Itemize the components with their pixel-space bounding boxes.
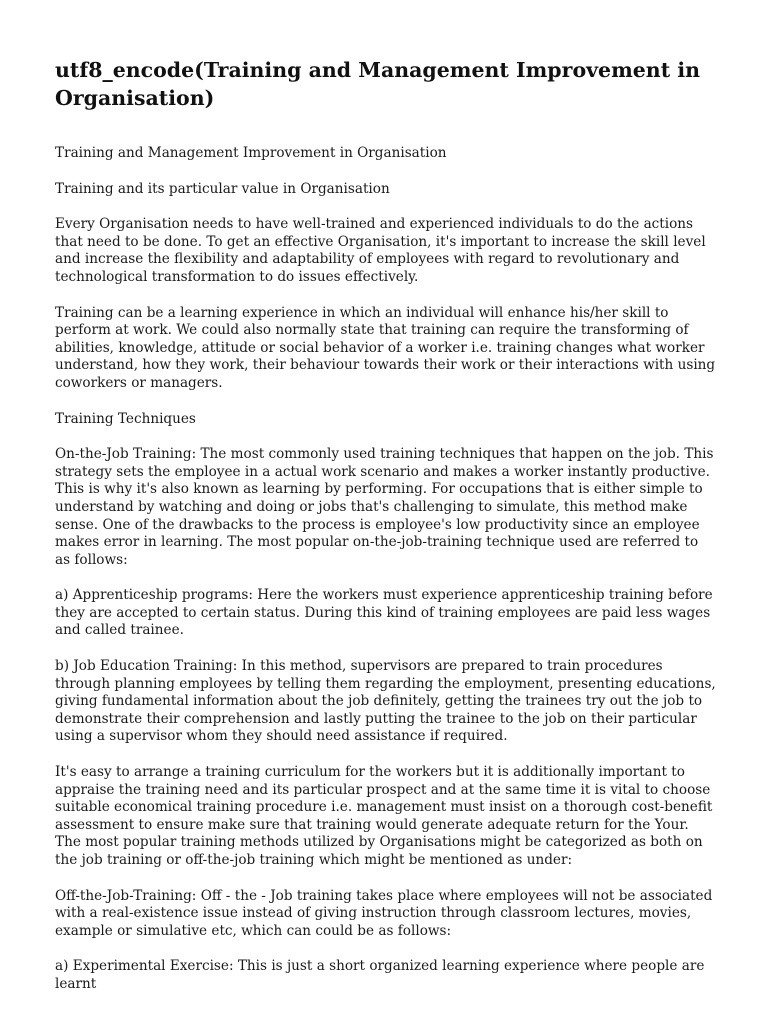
document-page (55, 56, 717, 1012)
paragraph-curriculum: It's easy to arrange a training curriculum for the workers but it is additionally important to appraise the training need and its particular prospect and at the same time it is vital to choose suitable economical training procedure i.e. management must insist on a thorough cost-benefit assessment to ensure make sure that training would generate adequate return for the Your. The most popular training methods utilized by Organisations might be categorized as both on the job training or off-the-job training which might be mentioned as under: (55, 764, 713, 868)
document-title: utf8_encode(Training and Management Improvement in Organisation) (55, 58, 701, 110)
paragraph-job-education: b) Job Education Training: In this method, supervisors are prepared to train procedures through planning employees by telling them regarding the employment, presenting educations, giving fundamental information about the job definitely, getting the trainees try out the job to demonstrate their comprehension and lastly putting the trainee to the job on their particular using a supervisor whom they should need assistance if required. (55, 658, 716, 745)
paragraph-experimental-exercise: a) Experimental Exercise: This is just a short organized learning experience where people are learnt (55, 958, 705, 992)
paragraph-training-definition: Training can be a learning experience in which an individual will enhance his/her skill to perform at work. We could also normally state that training can require the transforming of abilities, knowledge, attitude or social behavior of a worker i.e. training changes what worker understand, how they work, their behaviour towards their work or their interactions with using coworkers or managers. (55, 304, 716, 391)
paragraph-apprenticeship: a) Apprenticeship programs: Here the workers must experience apprenticeship training before they are accepted to certain status. During this kind of training employees are paid less wages and called trainee. (55, 587, 713, 639)
paragraph-heading-techniques: Training Techniques (55, 410, 196, 427)
paragraph-off-the-job: Off-the-Job-Training: Off - the - Job training takes place where employees will not be associated with a real-existence issue instead of giving instruction through classroom lectures, movies, example or simulative etc, which can could be as follows: (55, 887, 713, 939)
paragraph-intro: Every Organisation needs to have well-trained and experienced individuals to do the actions that need to be done. To get an effective Organisation, it's important to increase the skill level and increase the flexibility and adaptability of employees with regard to revolutionary and technological transformation to do issues effectively. (55, 216, 706, 285)
paragraph-on-the-job: On-the-Job Training: The most commonly used training techniques that happen on the job. This strategy sets the employee in a actual work scenario and makes a worker instantly productive. This is why it's also known as learning by performing. For occupations that is either simple to understand by watching and doing or jobs that's challenging to simulate, this method make sense. One of the drawbacks to the process is employee's low productivity since an employee makes error in learning. The most popular on-the-job-training technique used are referred to as follows: (55, 446, 714, 568)
paragraph-subheading-value: Training and its particular value in Organisation (55, 180, 390, 197)
paragraph-heading-main: Training and Management Improvement in Organisation (55, 145, 447, 161)
